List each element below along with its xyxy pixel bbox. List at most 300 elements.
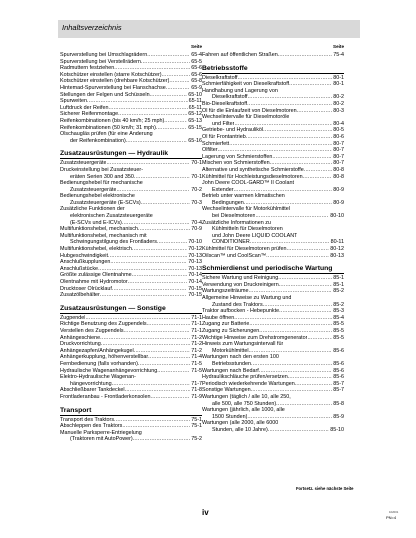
toc-entry[interactable] xyxy=(60,174,202,181)
toc-leader-dots xyxy=(263,302,333,308)
toc-entry-title: Schmierfähigkeit von Dieselkraftstoff xyxy=(202,81,290,88)
toc-entry-page: 85-2 xyxy=(333,301,344,308)
toc-entry-page: 80-2 xyxy=(333,100,344,107)
toc-entry[interactable] xyxy=(60,335,202,342)
toc-entry[interactable] xyxy=(60,78,202,85)
toc-entry[interactable] xyxy=(60,98,202,105)
toc-entry-page: 71-5 xyxy=(191,367,202,374)
toc-leader-dots xyxy=(164,119,187,125)
toc-entry-title: Anschlußkupplungen xyxy=(60,259,111,266)
toc-entry[interactable] xyxy=(202,414,344,421)
toc-leader-dots xyxy=(138,362,190,368)
toc-entry-title: Reifenkombinationen (50 km/h; 31 mph) xyxy=(60,124,156,131)
toc-entry-page: 80-7 xyxy=(333,160,344,167)
toc-entry-title: Hydraulische Wagenanhängevorrichtung xyxy=(60,367,158,374)
toc-entry-page: 71-7 xyxy=(191,380,202,387)
page-header-title: Inhaltsverzeichnis xyxy=(62,23,122,32)
toc-entry-title: Anhängeschiene xyxy=(60,334,101,341)
toc-right-column xyxy=(202,44,344,433)
toc-entry-title: (Traktoren mit AutoPower) xyxy=(70,436,133,443)
toc-entry-page: 70-1 xyxy=(191,173,202,180)
toc-entry-page: 80-5 xyxy=(333,127,344,134)
toc-leader-dots xyxy=(85,315,190,321)
toc-leader-dots xyxy=(109,105,188,111)
toc-entry[interactable] xyxy=(60,200,202,207)
toc-entry[interactable] xyxy=(202,206,344,213)
toc-entry-title: Lagerung von Schmierstoffen xyxy=(202,153,273,160)
toc-entry[interactable] xyxy=(60,286,202,293)
section-heading xyxy=(60,407,202,416)
toc-entry-page: 80-10 xyxy=(330,213,344,220)
toc-entry-page: 65-8 xyxy=(191,78,202,85)
toc-entry-title: Sicherer Reifenmontage xyxy=(60,111,119,118)
toc-entry-title: und Filter xyxy=(212,120,235,127)
toc-entry-title: Zusatzsteuergeräte xyxy=(60,160,107,167)
toc-entry-title: Kühlmittel für Dieselmotoren prüfen xyxy=(202,246,287,253)
toc-leader-dots xyxy=(125,388,191,394)
toc-entry-page: 85-7 xyxy=(333,380,344,387)
toc-entry-title: Allgemeine Hinweise zu Wartung und xyxy=(202,295,292,301)
toc-entry-page: 71-5 xyxy=(191,360,202,367)
toc-entry[interactable] xyxy=(60,167,202,174)
toc-entry[interactable] xyxy=(60,213,202,220)
toc-leader-dots xyxy=(251,362,332,368)
toc-entry[interactable] xyxy=(60,59,202,66)
toc-leader-dots xyxy=(279,282,332,288)
toc-entry-title: Sichere Wartung und Reinigung xyxy=(202,275,279,282)
toc-entry[interactable] xyxy=(60,220,202,227)
toc-leader-dots xyxy=(126,138,187,144)
toc-entry-title: Ölschaugläs prüfen (für eine Änderung xyxy=(60,131,153,138)
toc-leader-dots xyxy=(247,102,332,108)
toc-entry[interactable] xyxy=(202,141,344,148)
toc-entry[interactable] xyxy=(202,381,344,388)
toc-entry[interactable] xyxy=(202,147,344,154)
toc-entry-title: Manuelle Parksperre-Entriegelung xyxy=(60,429,142,436)
toc-entry-page: 85-5 xyxy=(333,327,344,334)
toc-entry[interactable] xyxy=(202,374,344,381)
toc-leader-dots xyxy=(100,293,187,299)
toc-leader-dots xyxy=(234,121,332,127)
toc-leader-dots xyxy=(276,401,332,407)
toc-entry[interactable] xyxy=(202,335,344,342)
toc-entry[interactable] xyxy=(202,52,344,59)
toc-entry[interactable] xyxy=(60,272,202,279)
toc-entry-title: alle 500, alle 750 Stunden) xyxy=(212,400,277,407)
toc-entry-page: 85-5 xyxy=(333,321,344,328)
toc-entry[interactable] xyxy=(202,420,344,427)
toc-entry-title: Transport des Traktors xyxy=(60,416,115,423)
toc-entry-page: 70-10 xyxy=(188,239,202,246)
toc-leader-dots xyxy=(151,395,191,401)
toc-leader-dots xyxy=(98,266,187,272)
toc-entry[interactable] xyxy=(202,401,344,408)
toc-entry-title: Ölentnahme mit Hydromotor xyxy=(60,279,128,285)
toc-entry[interactable] xyxy=(60,72,202,79)
toc-leader-dots xyxy=(259,368,332,374)
toc-entry-title: Wechselintervalle für Dieselmotoröle xyxy=(202,114,290,121)
toc-entry[interactable] xyxy=(202,368,344,375)
toc-entry[interactable] xyxy=(60,138,202,145)
toc-entry-page: 85-1 xyxy=(333,275,344,282)
toc-entry-title: Ölfilter xyxy=(202,147,218,154)
toc-entry[interactable] xyxy=(60,292,202,299)
toc-entry[interactable] xyxy=(60,206,202,213)
toc-leader-dots xyxy=(141,59,190,65)
toc-entry[interactable] xyxy=(60,65,202,72)
toc-entry[interactable] xyxy=(60,52,202,59)
toc-entry-page: 85-4 xyxy=(333,314,344,321)
toc-entry[interactable] xyxy=(60,354,202,361)
toc-entry[interactable] xyxy=(202,295,344,302)
toc-entry-page: 85-5 xyxy=(333,334,344,341)
toc-entry-page: 70-12 xyxy=(188,246,202,253)
toc-entry-title: John Deere COOL-GARD™ II Coolant xyxy=(202,180,294,187)
toc-entry-title: Stunden, alle 10 Jahre) xyxy=(212,426,268,433)
toc-entry-page: 71-8 xyxy=(191,387,202,394)
toc-entry[interactable] xyxy=(60,187,202,194)
toc-entry-title: (E-SCVs und E-ICVs) xyxy=(70,219,122,226)
toc-entry-title: Handhabung und Lagerung von xyxy=(202,87,278,94)
section-heading xyxy=(60,150,202,159)
toc-entry-page: 70-15 xyxy=(188,285,202,292)
toc-entry[interactable] xyxy=(202,160,344,167)
toc-entry[interactable] xyxy=(202,108,344,115)
toc-entry[interactable] xyxy=(60,361,202,368)
toc-entry[interactable] xyxy=(202,75,344,82)
toc-entry[interactable] xyxy=(60,233,202,240)
toc-entry[interactable] xyxy=(60,381,202,388)
toc-entry[interactable] xyxy=(60,436,202,443)
toc-leader-dots xyxy=(266,253,329,259)
toc-entry[interactable] xyxy=(60,374,202,381)
toc-entry-title: Abschließbarer Tankdeckel xyxy=(60,387,125,394)
toc-entry[interactable] xyxy=(60,321,202,328)
toc-leader-dots xyxy=(122,424,190,430)
toc-entry-page: 80-1 xyxy=(333,74,344,81)
toc-entry-title: bei Dieselmotoren xyxy=(212,213,256,220)
toc-leader-dots xyxy=(150,92,188,98)
toc-entry[interactable] xyxy=(202,246,344,253)
continued-note: Fortsetz. siehe nächste Seite xyxy=(296,486,354,491)
toc-leader-dots xyxy=(101,342,190,348)
toc-entry-title: Mischen von Schmierstoffen xyxy=(202,160,270,167)
toc-leader-dots xyxy=(157,240,187,246)
toc-entry[interactable] xyxy=(60,315,202,322)
toc-entry[interactable] xyxy=(60,266,202,273)
toc-entry[interactable] xyxy=(60,279,202,286)
toc-entry[interactable] xyxy=(202,114,344,121)
toc-entry[interactable] xyxy=(202,154,344,161)
toc-entry-page: 85-7 xyxy=(333,387,344,394)
toc-entry[interactable] xyxy=(60,387,202,394)
section-heading xyxy=(202,265,344,274)
toc-entry-page: 85-9 xyxy=(333,413,344,420)
toc-leader-dots xyxy=(114,66,190,72)
toc-entry-title: Kühlmitteln für Dieselmotoren xyxy=(212,226,283,233)
toc-entry[interactable] xyxy=(202,233,344,240)
section-heading xyxy=(60,305,202,314)
toc-entry-title: Zugpendel xyxy=(60,314,86,321)
toc-entry[interactable] xyxy=(60,125,202,132)
toc-entry[interactable] xyxy=(202,288,344,295)
toc-leader-dots xyxy=(166,86,190,92)
toc-entry[interactable] xyxy=(202,180,344,187)
toc-entry-title: Motorkühlmittel xyxy=(212,347,249,354)
toc-entry-page: 65-10 xyxy=(188,91,202,98)
toc-entry-page: 65-15 xyxy=(188,124,202,131)
toc-entry-page: 80-7 xyxy=(333,140,344,147)
toc-entry-page: 75-1 xyxy=(191,416,202,423)
toc-entry-title: Multifunktionshebel, mechanisch xyxy=(60,226,138,233)
toc-section xyxy=(202,265,344,433)
toc-entry-page: 65-9 xyxy=(191,84,202,91)
toc-entry-page: 85-6 xyxy=(333,360,344,367)
toc-entry-page: 70-14 xyxy=(188,279,202,285)
toc-entry-title: Luftdruck der Reifen xyxy=(60,104,109,111)
toc-entry-page: 70-14 xyxy=(188,272,202,279)
toc-section xyxy=(202,65,344,260)
toc-entry-title: Alternative und synthetische Schmierstoffe xyxy=(202,166,304,173)
toc-entry-page: 70-9 xyxy=(191,226,202,233)
section-heading-text: Betriebsstoffe xyxy=(202,65,344,74)
toc-entry[interactable] xyxy=(60,253,202,260)
toc-entry[interactable] xyxy=(60,105,202,112)
toc-leader-dots xyxy=(147,322,191,328)
toc-leader-dots xyxy=(255,214,329,220)
toc-entry-title: Anschlußstücke xyxy=(60,265,99,272)
toc-entry-page: 80-9 xyxy=(333,186,344,193)
toc-entry-title: der Reifenkombination) xyxy=(70,137,126,144)
toc-leader-dots xyxy=(114,417,190,423)
toc-entry[interactable] xyxy=(60,341,202,348)
toc-entry-title: Zusätzliche Funktionen der xyxy=(60,206,125,213)
toc-leader-dots xyxy=(133,437,190,443)
toc-entry-title: Hydraulikschläuche prüfen/ersetzen xyxy=(202,374,288,381)
toc-entry-page: 65-4 xyxy=(191,52,202,58)
toc-entry[interactable] xyxy=(202,387,344,394)
toc-entry[interactable] xyxy=(60,180,202,187)
toc-entry[interactable] xyxy=(202,134,344,141)
toc-entry[interactable] xyxy=(60,348,202,355)
toc-entry-page: 85-6 xyxy=(333,347,344,354)
toc-entry[interactable] xyxy=(202,321,344,328)
toc-entry[interactable] xyxy=(202,275,344,282)
toc-entry[interactable] xyxy=(60,430,202,437)
toc-entry-title: Schmierfett xyxy=(202,140,230,147)
toc-leader-dots xyxy=(263,128,332,134)
toc-entry[interactable] xyxy=(202,315,344,322)
toc-entry-title: Wartungen nach Bedarf xyxy=(202,367,259,374)
toc-leader-dots xyxy=(289,82,332,88)
toc-entry[interactable] xyxy=(202,174,344,181)
toc-entry[interactable] xyxy=(60,131,202,138)
toc-entry-page: 80-1 xyxy=(333,81,344,88)
toc-entry-page: 71-2 xyxy=(191,341,202,348)
toc-entry-title: Zugang zur Batterie xyxy=(202,321,250,328)
toc-leader-dots xyxy=(138,227,190,233)
toc-entry-page: 70-13 xyxy=(188,252,202,259)
toc-entry-page: 75-4 xyxy=(333,52,344,58)
toc-entry-title: Extender xyxy=(212,186,234,193)
toc-entry[interactable] xyxy=(202,239,344,246)
toc-entry-title: Wechselintervalle für Motorkühlmittel xyxy=(202,206,290,213)
toc-entry[interactable] xyxy=(60,92,202,99)
toc-entry[interactable] xyxy=(60,423,202,430)
toc-entry[interactable] xyxy=(60,160,202,167)
page-header-bar xyxy=(58,20,360,38)
toc-entry-title: Zusatzsteuergeräte (E-SCVs) xyxy=(70,199,141,206)
toc-entry-title: Kühlmittel für Hochleistungsdieselmotoren xyxy=(202,173,303,180)
toc-entry-title: elektronischen Zusatzsteuergeräte xyxy=(70,213,153,220)
toc-entry[interactable] xyxy=(60,328,202,335)
toc-entry[interactable] xyxy=(202,407,344,414)
toc-entry[interactable] xyxy=(202,81,344,88)
toc-entry[interactable] xyxy=(202,220,344,227)
toc-entry[interactable] xyxy=(202,121,344,128)
toc-leader-dots xyxy=(272,154,332,160)
page-code-small: 102001 xyxy=(389,510,399,514)
toc-entry[interactable] xyxy=(202,200,344,207)
toc-entry-page: 70-13 xyxy=(188,259,202,266)
toc-entry-page: 80-7 xyxy=(333,147,344,154)
toc-leader-dots xyxy=(304,168,332,174)
toc-entry[interactable] xyxy=(60,118,202,125)
toc-entry[interactable] xyxy=(202,101,344,108)
toc-entry-page: 70-4 xyxy=(191,219,202,226)
toc-entry-title: eräten Serien 300 and 350 xyxy=(70,173,134,180)
toc-entry-title: Hintemad-Spurverstellung bei Flanschachse xyxy=(60,84,166,91)
toc-entry-page: 85-8 xyxy=(333,400,344,407)
toc-entry-page: 71-4 xyxy=(191,354,202,361)
toc-entry[interactable] xyxy=(202,282,344,289)
toc-entry[interactable] xyxy=(202,226,344,233)
toc-entry[interactable] xyxy=(202,127,344,134)
page-number: iv xyxy=(202,508,209,517)
toc-entry-title: Verstellen des Zugpendels xyxy=(60,327,124,334)
toc-entry[interactable] xyxy=(202,253,344,260)
toc-entry-title: Abschleppen des Traktors xyxy=(60,423,123,430)
toc-leader-dots xyxy=(247,414,332,420)
toc-entry[interactable] xyxy=(60,226,202,233)
toc-entry-title: Zusatzölbehälter xyxy=(60,292,100,299)
toc-section xyxy=(60,150,202,298)
toc-entry[interactable] xyxy=(202,361,344,368)
toc-leader-dots xyxy=(87,99,188,105)
toc-entry-title: Zugang zu Sicherungen xyxy=(202,327,260,334)
toc-entry[interactable] xyxy=(202,88,344,95)
toc-entry-title: Kotschützer einstellen (starre Kotschützer) xyxy=(60,71,162,78)
toc-entry[interactable] xyxy=(202,348,344,355)
toc-entry[interactable] xyxy=(60,85,202,92)
toc-entry-title: Spurverstellung bei Umschlagrädern xyxy=(60,52,148,58)
toc-entry-title: Drucktoser Ölrücklauf xyxy=(60,285,112,292)
toc-entry[interactable] xyxy=(202,328,344,335)
toc-entry-title: Hubgeschwindigkeit xyxy=(60,252,108,259)
toc-entry[interactable] xyxy=(60,259,202,266)
toc-leader-dots xyxy=(112,381,191,387)
toc-entry-page: 70-1 xyxy=(191,160,202,167)
toc-entry[interactable] xyxy=(60,239,202,246)
page-code: PN=4 xyxy=(386,515,397,520)
toc-section xyxy=(60,407,202,443)
toc-entry[interactable] xyxy=(60,394,202,401)
toc-entry-title: Wartungen nach den ersten 100 xyxy=(202,354,279,361)
toc-leader-dots xyxy=(250,240,330,246)
toc-entry[interactable] xyxy=(202,308,344,315)
toc-entry-page: 65-6 xyxy=(191,71,202,78)
toc-entry-title: Bedienungshebel für mechanische xyxy=(60,180,143,187)
toc-entry[interactable] xyxy=(202,354,344,361)
toc-leader-dots xyxy=(106,161,190,167)
section-heading xyxy=(202,65,344,74)
toc-entry-title: Traktor aufbocken - Hebepunkte xyxy=(202,308,280,315)
toc-entry[interactable] xyxy=(202,94,344,101)
toc-entry-page: 65-16 xyxy=(188,137,202,144)
toc-entry[interactable] xyxy=(60,111,202,118)
toc-entry-page: 85-1 xyxy=(333,281,344,288)
toc-entry-title: Druckeinstellung bei Zusatzsteuer- xyxy=(60,166,143,173)
toc-entry-title: Dieselkraftstoff xyxy=(212,94,248,101)
toc-leader-dots xyxy=(157,368,190,374)
toc-entry-title: Wartungen (jährlich, alle 1000, alle xyxy=(202,407,285,414)
toc-entry-page: 80-6 xyxy=(333,133,344,140)
toc-leader-dots xyxy=(297,108,333,114)
toc-leader-dots xyxy=(248,95,333,101)
toc-entry-page: 80-3 xyxy=(333,107,344,114)
toc-entry-page: 65-11 xyxy=(188,98,202,105)
toc-entry[interactable] xyxy=(202,427,344,434)
toc-entry-title: Bedienungshebel elektronische xyxy=(60,193,135,200)
toc-entry-page: 70-3 xyxy=(191,199,202,206)
toc-entry[interactable] xyxy=(202,187,344,194)
toc-leader-dots xyxy=(249,348,333,354)
toc-entry[interactable] xyxy=(202,213,344,220)
toc-entry-page: 80-8 xyxy=(333,166,344,173)
toc-entry-title: Spurverstellung bei Verstellrädern xyxy=(60,58,141,65)
toc-entry[interactable] xyxy=(202,394,344,401)
toc-entry[interactable] xyxy=(60,368,202,375)
toc-entry-page: 80-11 xyxy=(330,239,344,246)
toc-entry[interactable] xyxy=(60,246,202,253)
toc-leader-dots xyxy=(148,355,190,361)
toc-entry-page: 65-6 xyxy=(191,65,202,72)
toc-entry-page: 71-1 xyxy=(191,321,202,328)
section-heading-text: Transport xyxy=(60,407,202,416)
toc-leader-dots xyxy=(246,135,332,141)
toc-entry-page: 80-13 xyxy=(330,252,344,259)
toc-leader-dots xyxy=(122,220,190,226)
toc-entry[interactable] xyxy=(60,193,202,200)
section-heading-text: Zusatzausrüstungen — Sonstige xyxy=(60,305,202,314)
toc-entry-page: 65-13 xyxy=(188,117,202,124)
toc-entry[interactable] xyxy=(60,417,202,424)
toc-leader-dots xyxy=(307,335,332,341)
toc-leader-dots xyxy=(124,329,191,335)
toc-entry[interactable] xyxy=(202,341,344,348)
toc-entry-title: Spurweiten xyxy=(60,98,87,105)
toc-entry-page: 85-2 xyxy=(333,288,344,295)
toc-leader-dots xyxy=(134,348,190,354)
toc-entry-title: Wartungszeiträume xyxy=(202,288,249,295)
toc-entry[interactable] xyxy=(202,193,344,200)
toc-entry-page: 71-1 xyxy=(191,327,202,334)
section-heading-text: Zusatzausrüstungen — Hydraulik xyxy=(60,150,202,159)
toc-entry-title: Reifenkombinationen (bis 40 km/h; 25 mph) xyxy=(60,117,165,124)
toc-entry[interactable] xyxy=(202,302,344,309)
toc-entry-page: 71-2 xyxy=(191,334,202,341)
toc-entry[interactable] xyxy=(202,167,344,174)
